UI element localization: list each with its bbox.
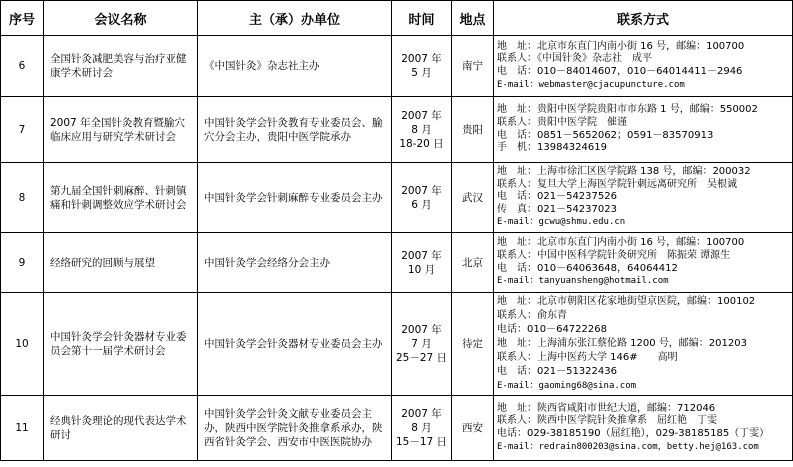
row-contact xyxy=(494,163,793,233)
row-no: 9 xyxy=(1,233,44,293)
contact-line: 地 址：陕西省咸阳市世纪大道，邮编：712046 xyxy=(497,402,716,414)
row-time xyxy=(392,36,452,97)
header-no: 序号 xyxy=(1,1,44,36)
header-place: 地点 xyxy=(452,1,494,36)
row-place: 待定 xyxy=(452,293,494,396)
time-line: 2007 年 xyxy=(401,324,442,336)
contact-line: 联系人：上海中医药大学 146# 高明 xyxy=(497,352,678,363)
contact-line: 地 址：北京市东直门内南小街 16 号，邮编：100700 xyxy=(497,237,745,249)
header-org: 主（承）办单位 xyxy=(198,1,392,36)
row-name: 中国针灸学会针灸器材专业委员会第十一届学术研讨会 xyxy=(44,293,198,396)
row-org: 中国针灸学会针灸教育专业委员会、腧穴分会主办，贵阳中医学院承办 xyxy=(198,97,392,163)
header-contact: 联系方式 xyxy=(494,1,793,36)
contact-email: E-mail：gcwu@shmu.edu.cn xyxy=(497,217,626,228)
table-row xyxy=(1,36,793,97)
row-time xyxy=(392,163,452,233)
contact-line: 联系人：俞东青 xyxy=(497,310,567,321)
time-line: 2007 年 xyxy=(401,408,442,420)
table-row xyxy=(1,163,793,233)
row-place: 北京 xyxy=(452,233,494,293)
contact-line: 地 址：北京市朝阳区花家地街望京医院，邮编：100102 xyxy=(497,296,756,307)
row-org: 《中国针灸》杂志社主办 xyxy=(198,36,392,97)
contact-line: 手 机：13984324619 xyxy=(497,142,607,154)
row-org: 中国针灸学会针灸文献专业委员会主办，陕西中医学院针灸推拿系承办，陕西省针灸学会、西安市中医医院协办 xyxy=(198,396,392,461)
contact-line: 联系人：中国中医科学院针灸研究所 陈振荣 谭源生 xyxy=(497,249,731,261)
row-place: 南宁 xyxy=(452,36,494,97)
row-no: 7 xyxy=(1,97,44,163)
time-line: 2007 年 xyxy=(401,53,442,65)
row-name: 经典针灸理论的现代表达学术研讨 xyxy=(44,396,198,461)
time-line: 5 月 xyxy=(411,67,432,79)
row-contact xyxy=(494,293,793,396)
contact-line: 电 话：010－64063648，64064412 xyxy=(497,262,678,274)
row-org: 中国针灸学会针刺麻醉专业委员会主办 xyxy=(198,163,392,233)
contact-line: 电 话：021－51322436 xyxy=(497,366,617,377)
contact-line: 联系人：《中国针灸》杂志社 成平 xyxy=(497,53,652,65)
time-line: 8 月 xyxy=(411,123,432,136)
table-row xyxy=(1,293,793,396)
row-name: 经络研究的回顾与展望 xyxy=(44,233,198,293)
table-row xyxy=(1,396,793,461)
time-line: 18-20 日 xyxy=(399,137,444,150)
time-line: 6 月 xyxy=(411,198,432,211)
row-name: 第九届全国针刺麻醉、针刺镇痛和针刺调整效应学术研讨会 xyxy=(44,163,198,233)
time-line: 8 月 xyxy=(411,422,432,434)
row-no: 6 xyxy=(1,36,44,97)
contact-line: 电 话：010－84014607，010－64014411－2946 xyxy=(497,66,743,77)
row-place: 西安 xyxy=(452,396,494,461)
row-time xyxy=(392,97,452,163)
contact-line: 电 话：0851－5652062；0591－83570913 xyxy=(497,129,714,141)
header-row xyxy=(1,1,793,36)
contact-line: 联系人：复旦大学上海医学院针刺远离研究所 吴根诚 xyxy=(497,178,737,190)
time-line: 15－17 日 xyxy=(395,436,448,448)
contact-line: 地 址：北京市东直门内南小街 16 号，邮编：100700 xyxy=(497,40,745,52)
row-place: 武汉 xyxy=(452,163,494,233)
time-line: 7 月 xyxy=(411,338,432,350)
row-no: 8 xyxy=(1,163,44,233)
contact-line: 联系人：贵阳中医学院 催谨 xyxy=(497,116,627,128)
contact-email: E-mail：gaoming68@sina.com xyxy=(497,381,637,391)
row-time xyxy=(392,233,452,293)
contact-line: 地 址：贵阳中医学院贵阳市市东路 1 号，邮编：550002 xyxy=(497,104,758,116)
time-line: 2007 年 xyxy=(401,249,442,262)
table-row xyxy=(1,97,793,163)
time-line: 2007 年 xyxy=(401,184,442,197)
contact-email: E-mail：redrain800203@sina.com，betty.hej@163.com xyxy=(497,441,759,452)
row-contact xyxy=(494,233,793,293)
time-line: 25－27 日 xyxy=(395,352,448,364)
table-row xyxy=(1,233,793,293)
contact-line: 地 址：上海浦东张江蔡伦路 1200 号，邮编：201203 xyxy=(497,338,747,349)
contact-line: 电话：010－64722268 xyxy=(497,324,607,335)
time-line: 10 月 xyxy=(407,263,436,276)
row-contact xyxy=(494,97,793,163)
contact-email: E-mail：tanyuansheng@hotmail.com xyxy=(497,276,669,287)
row-no: 10 xyxy=(1,293,44,396)
row-org: 中国针灸学会针灸器材专业委员会主办 xyxy=(198,293,392,396)
contact-line: 电 话：021－54237526 xyxy=(497,191,617,203)
contact-line: 传 真：021－54237023 xyxy=(497,203,617,215)
row-name: 2007 年全国针灸教育暨腧穴临床应用与研究学术研讨会 xyxy=(44,97,198,163)
row-contact xyxy=(494,36,793,97)
contact-line: 联系人：陕西中医学院针灸推拿系 屈红艳 丁雯 xyxy=(497,415,717,427)
time-line: 2007 年 xyxy=(401,109,442,122)
row-org: 中国针灸学会经络分会主办 xyxy=(198,233,392,293)
row-time xyxy=(392,396,452,461)
row-name: 全国针灸减肥美容与治疗亚健康学术研讨会 xyxy=(44,36,198,97)
row-time xyxy=(392,293,452,396)
header-time: 时间 xyxy=(392,1,452,36)
contact-line: 电话：029-38185190（屈红艳），029-38185185（丁雯） xyxy=(497,428,770,439)
header-name: 会议名称 xyxy=(44,1,198,36)
row-contact xyxy=(494,396,793,461)
contact-line: 地 址：上海市徐汇区医学院路 138 号，邮编：200032 xyxy=(497,166,751,178)
contact-email: E-mail：webmaster@cjacupuncture.com xyxy=(497,79,685,90)
row-place: 贵阳 xyxy=(452,97,494,163)
row-no: 11 xyxy=(1,396,44,461)
